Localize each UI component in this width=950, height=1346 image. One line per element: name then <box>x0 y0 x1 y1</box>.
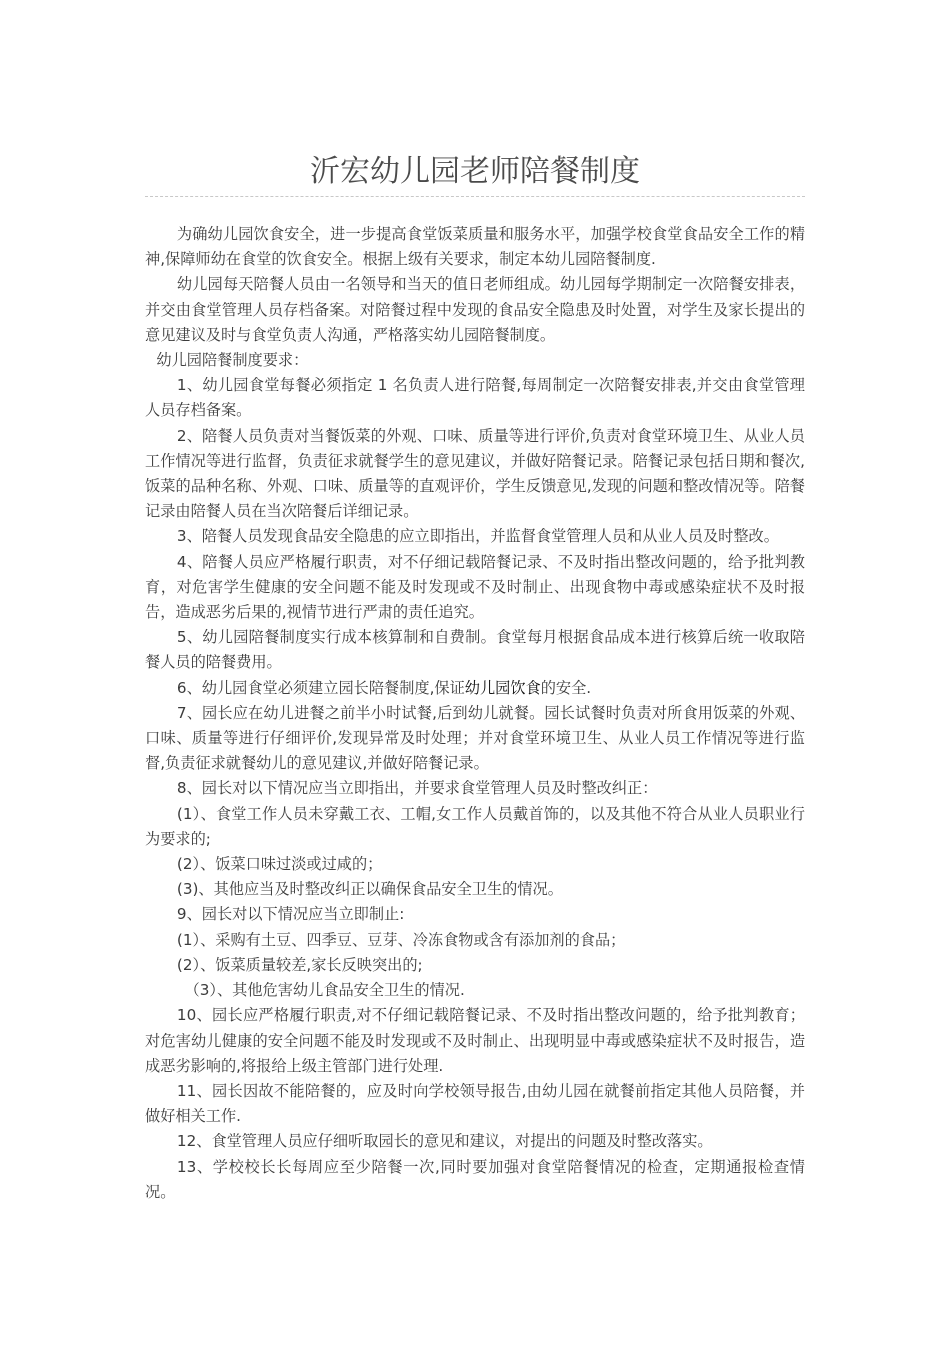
requirement-4: 4、陪餐人员应严格履行职责，对不仔细记载陪餐记录、不及时指出整改问题的，给予批判教育，对危害学生健康的安全问题不能及时发现或不及时制止、出现食物中毒或感染症状不及时报告，造成恶劣后果的,视情节进行严肃的责任追究。 <box>145 552 805 622</box>
requirement-7: 7、园长应在幼儿进餐之前半小时试餐,后到幼儿就餐。园长试餐时负责对所食用饭菜的外观、口味、质量等进行仔细评价,发现异常及时处理；并对食堂环境卫生、从业人员工作情况等进行监督,负责征求就餐幼儿的意见建议,并做好陪餐记录。 <box>145 703 805 773</box>
requirement-8: 8、园长对以下情况应当立即指出，并要求食堂管理人员及时整改纠正： <box>176 779 658 798</box>
requirement-8-sub-1: (1）、食堂工作人员未穿戴工衣、工帽,女工作人员戴首饰的，以及其他不符合从业人员职业行为要求的; <box>145 804 805 848</box>
requirement-1: 1、幼儿园食堂每餐必须指定 1 名负责人进行陪餐,每周制定一次陪餐安排表,并交由食堂管理人员存档备案。 <box>145 376 805 420</box>
kindergarten-diet-link[interactable]: 幼儿园饮食 <box>464 678 541 697</box>
requirement-8-sub-2: (2）、饭菜口味过淡或过咸的； <box>176 855 383 874</box>
requirement-13: 13、学校校长长每周应至少陪餐一次,同时要加强对食堂陪餐情况的检查，定期通报检查情况。 <box>145 1157 805 1201</box>
intro-paragraph-1: 为确幼儿园饮食安全，进一步提高食堂饭菜质量和服务水平，加强学校食堂食品安全工作的精神,保障师幼在食堂的饮食安全。根据上级有关要求，制定本幼儿园陪餐制度. <box>145 225 805 269</box>
requirement-6-text: 6、幼儿园食堂必须建立园长陪餐制度,保证 <box>176 678 465 697</box>
requirement-9-sub-3: （3）、其他危害幼儿食品安全卫生的情况. <box>184 981 465 1000</box>
requirement-2: 2、陪餐人员负责对当餐饭菜的外观、口味、质量等进行评价,负责对食堂环境卫生、从业人员工作情况等进行监督，负责征求就餐学生的意见建议，并做好陪餐记录。陪餐记录包括日期和餐次,饭菜的品种名称、外观、口味、质量等的直观评价，学生反馈意见,发现的问题和整改情况等。陪餐记录由陪餐人员在当次陪餐后详细记录。 <box>145 426 805 521</box>
requirements-heading: 幼儿园陪餐制度要求： <box>156 351 309 370</box>
page-title: 沂宏幼儿园老师陪餐制度 <box>310 154 640 189</box>
requirement-8-sub-3: (3)、其他应当及时整改纠正以确保食品安全卫生的情况。 <box>176 880 563 899</box>
requirement-10: 10、园长应严格履行职责,对不仔细记载陪餐记录、不及时指出整改问题的，给予批判教育；对危害幼儿健康的安全问题不能及时发现或不及时制止、出现明显中毒或感染症状不及时报告，造成恶劣影响的,将报给上级主管部门进行处理. <box>145 1006 805 1075</box>
title-divider <box>145 196 805 197</box>
requirement-6 <box>145 676 805 701</box>
requirement-12: 12、食堂管理人员应仔细听取园长的意见和建议，对提出的问题及时整改落实。 <box>176 1132 713 1151</box>
requirement-6-text-end: 的安全. <box>540 678 592 697</box>
requirement-9: 9、园长对以下情况应当立即制止: <box>176 905 405 924</box>
requirement-3: 3、陪餐人员发现食品安全隐患的应立即指出，并监督食堂管理人员和从业人员及时整改。 <box>176 527 779 546</box>
document-body <box>145 222 805 1205</box>
requirement-9-sub-2: (2）、饭菜质量较差,家长反映突出的; <box>176 955 423 974</box>
requirement-5: 5、幼儿园陪餐制度实行成本核算制和自费制。食堂每月根据食品成本进行核算后统一收取陪餐人员的陪餐费用。 <box>145 628 805 672</box>
intro-paragraph-2: 幼儿园每天陪餐人员由一名领导和当天的值日老师组成。幼儿园每学期制定一次陪餐安排表，并交由食堂管理人员存档备案。对陪餐过程中发现的食品安全隐患及时处置，对学生及家长提出的意见建议及时与食堂负责人沟通，严格落实幼儿园陪餐制度。 <box>145 275 805 344</box>
requirement-11: 11、园长因故不能陪餐的，应及时向学校领导报告,由幼儿园在就餐前指定其他人员陪餐，并做好相关工作. <box>145 1081 805 1126</box>
requirement-9-sub-1: (1）、采购有土豆、四季豆、豆芽、冷冻食物或含有添加剂的食品； <box>176 930 626 949</box>
